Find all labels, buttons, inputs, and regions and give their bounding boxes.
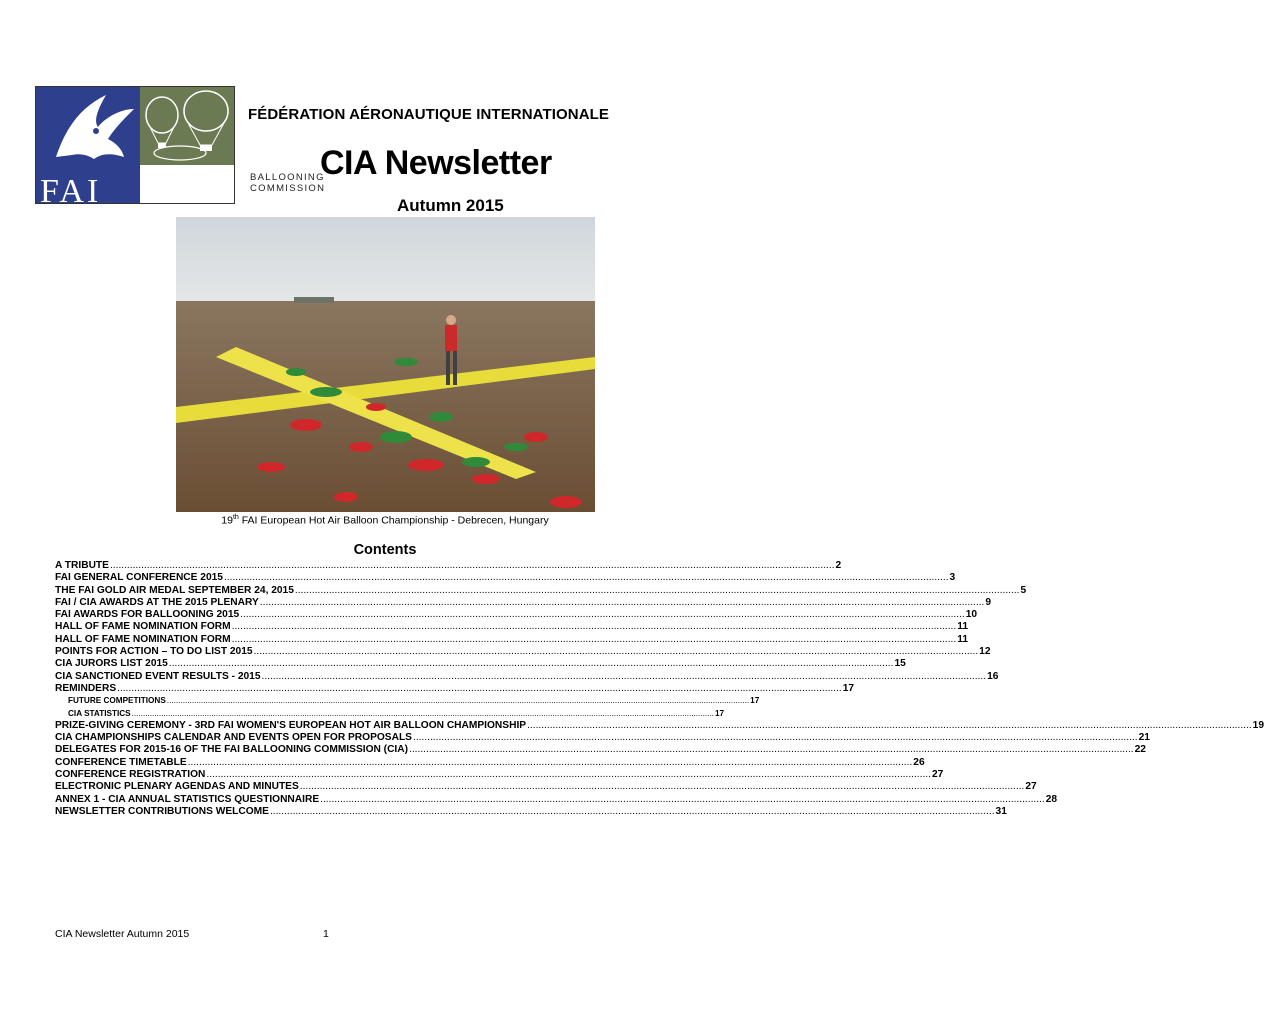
toc-entry[interactable]: [55, 744, 1146, 756]
toc-entry-page: 28: [1045, 793, 1058, 805]
toc-entry-page: 10: [965, 609, 978, 621]
toc-entry-page: 16: [987, 670, 999, 682]
toc-leader-dots: [188, 757, 913, 769]
toc-leader-dots: [527, 720, 1252, 732]
toc-entry-page: 27: [931, 769, 944, 781]
logo-balloons-art: [140, 87, 234, 165]
toc-entry-page: 17: [714, 708, 725, 718]
logo-balloons-panel: [140, 87, 326, 203]
toc-entry-page: 9: [985, 596, 992, 608]
toc-entry-title: PRIZE-GIVING CEREMONY - 3RD FAI WOMEN'S EUROPEAN HOT AIR BALLOON CHAMPIONSHIP: [55, 719, 527, 731]
toc-entry[interactable]: [55, 781, 1037, 793]
toc-entry-title: DELEGATES FOR 2015-16 OF THE FAI BALLOONING COMMISSION (CIA): [55, 744, 409, 756]
toc-entry[interactable]: [55, 572, 956, 584]
toc-entry-title: ANNEX 1 - CIA ANNUAL STATISTICS QUESTIONNAIRE: [55, 793, 320, 805]
toc-leader-dots: [240, 609, 965, 621]
toc-leader-dots: [270, 806, 995, 818]
toc-entry-title: CONFERENCE REGISTRATION: [55, 769, 206, 781]
logo-fai-text: FAI: [40, 173, 102, 210]
toc-entry-title: CIA CHAMPIONSHIPS CALENDAR AND EVENTS OPEN FOR PROPOSALS: [55, 732, 412, 744]
toc-entry[interactable]: [55, 646, 991, 658]
toc-entry-page: 21: [1138, 732, 1150, 744]
toc-entry[interactable]: [55, 732, 1150, 744]
toc-leader-dots: [169, 658, 894, 670]
caption-ordinal-suffix: th: [232, 514, 239, 521]
toc-entry-page: 22: [1134, 744, 1146, 756]
toc-entry[interactable]: [55, 793, 1058, 806]
toc-entry-title: THE FAI GOLD AIR MEDAL SEPTEMBER 24, 2015: [55, 584, 294, 596]
toc-entry[interactable]: [55, 596, 992, 609]
toc-leader-dots: [254, 646, 979, 658]
toc-entry-title: HALL OF FAME NOMINATION FORM: [55, 633, 231, 645]
toc-entry[interactable]: [55, 609, 978, 621]
toc-entry-page: 26: [913, 756, 925, 768]
toc-leader-dots: [295, 585, 1020, 597]
footer-title: CIA Newsletter Autumn 2015: [55, 928, 190, 940]
caption-text: FAI European Hot Air Balloon Championship - Debrecen, Hungary: [238, 514, 549, 527]
toc-entry-page: 19: [1252, 719, 1264, 731]
toc-leader-dots: [300, 781, 1025, 793]
footer-page-number: 1: [323, 928, 329, 940]
toc-entry[interactable]: [55, 621, 968, 633]
cover-photo: [176, 217, 595, 512]
toc-entry-page: 2: [835, 560, 842, 571]
toc-entry-page: 3: [949, 572, 956, 584]
toc-entry-title: ELECTRONIC PLENARY AGENDAS AND MINUTES: [55, 781, 299, 793]
toc-entry[interactable]: [55, 719, 1264, 732]
toc-leader-dots: [232, 634, 957, 646]
toc-entry-page: 27: [1025, 781, 1037, 793]
toc-leader-dots: [167, 695, 749, 707]
photo-caption: [0, 514, 770, 527]
toc-leader-dots: [232, 621, 957, 633]
toc-entry-title: CONFERENCE TIMETABLE: [55, 756, 187, 768]
toc-entry-page: 15: [894, 658, 906, 670]
toc-entry[interactable]: [55, 670, 999, 683]
toc-entry[interactable]: [55, 708, 725, 720]
toc-entry[interactable]: [55, 633, 968, 646]
toc-entry[interactable]: [55, 805, 1007, 818]
toc-leader-dots: [132, 708, 714, 720]
toc-entry-title: HALL OF FAME NOMINATION FORM: [55, 621, 231, 633]
toc-entry[interactable]: [55, 584, 1027, 597]
toc-entry-page: 17: [750, 696, 760, 706]
toc-leader-dots: [409, 744, 1134, 756]
toc-entry-title: POINTS FOR ACTION – TO DO LIST 2015: [55, 646, 253, 658]
organization-name: FÉDÉRATION AÉRONAUTIQUE INTERNATIONALE: [248, 106, 610, 123]
toc-entry-title: A TRIBUTE: [55, 560, 109, 571]
balloon-icon: [140, 87, 234, 165]
logo-eagle-panel: [36, 87, 140, 210]
logo-commission-line1: BALLOONING: [250, 172, 325, 183]
toc-leader-dots: [206, 769, 931, 781]
toc-leader-dots: [110, 560, 835, 572]
caption-ordinal: 19: [221, 514, 233, 527]
toc-leader-dots: [413, 732, 1138, 744]
toc-leader-dots: [224, 572, 949, 584]
toc-entry-title: FAI / CIA AWARDS AT THE 2015 PLENARY: [55, 596, 259, 608]
toc-leader-dots: [260, 597, 985, 609]
toc-entry-title: NEWSLETTER CONTRIBUTIONS WELCOME: [55, 805, 269, 817]
toc-entry-page: 17: [842, 682, 855, 694]
toc-entry-title: CIA STATISTICS: [68, 708, 131, 718]
toc-entry-title: CIA SANCTIONED EVENT RESULTS - 2015: [55, 670, 261, 682]
toc-entry-title: FAI GENERAL CONFERENCE 2015: [55, 572, 223, 584]
toc-entry-page: 11: [957, 621, 968, 633]
toc-entry[interactable]: [55, 682, 855, 695]
toc-entry[interactable]: [55, 658, 906, 670]
contents-heading: Contents: [353, 542, 417, 558]
toc-entry-page: 12: [979, 646, 991, 658]
table-of-contents: [55, 560, 1264, 818]
toc-leader-dots: [261, 671, 986, 683]
logo-commission-line2: COMMISSION: [250, 183, 326, 194]
logo-commission-text: [250, 172, 325, 194]
toc-leader-dots: [117, 683, 842, 695]
toc-entry-title: FAI AWARDS FOR BALLOONING 2015: [55, 609, 240, 621]
toc-entry-title: REMINDERS: [55, 682, 117, 694]
toc-entry-title: FUTURE COMPETITIONS: [68, 696, 166, 706]
edition-season: Autumn 2015: [397, 196, 504, 215]
toc-entry[interactable]: [55, 695, 760, 707]
toc-entry-page: 5: [1020, 584, 1027, 596]
toc-entry[interactable]: [55, 756, 925, 769]
toc-entry[interactable]: [55, 769, 944, 781]
toc-entry-page: 11: [957, 633, 968, 645]
toc-leader-dots: [320, 794, 1045, 806]
page-title: CIA Newsletter: [320, 144, 552, 182]
toc-entry[interactable]: [55, 560, 842, 572]
fai-ballooning-commission-logo: [35, 86, 326, 210]
toc-entry-page: 31: [995, 805, 1007, 817]
toc-entry-title: CIA JURORS LIST 2015: [55, 658, 168, 670]
